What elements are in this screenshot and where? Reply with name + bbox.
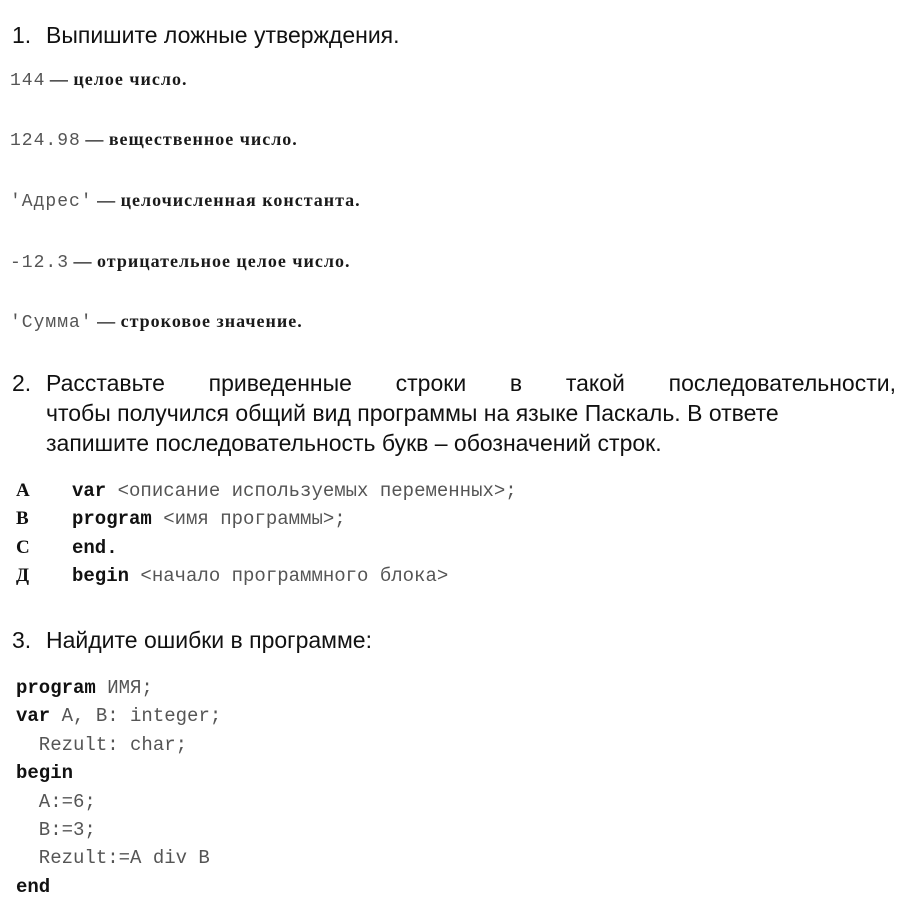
statement-1-value: 144 (10, 71, 46, 91)
statement-1 (10, 67, 187, 93)
statement-3-desc: целочисленная константа. (120, 190, 361, 210)
statement-4-value: -12.3 (10, 253, 70, 273)
option-c (16, 535, 118, 561)
code-line-6-text: B:=3; (16, 819, 96, 841)
code-line-1-keyword: program (16, 677, 96, 699)
statement-1-dash: — (49, 69, 69, 89)
code-line-8 (16, 874, 50, 900)
code-line-3-text: Rezult: char; (16, 734, 188, 756)
question-3-number: 3. (12, 627, 32, 653)
code-line-5 (16, 789, 96, 815)
code-line-4-keyword: begin (16, 762, 74, 784)
code-line-1 (16, 675, 153, 701)
code-line-3 (16, 732, 187, 758)
code-line-6 (16, 817, 96, 843)
code-line-4 (16, 760, 73, 786)
statement-5-dash: — (97, 311, 117, 331)
question-3-text: Найдите ошибки в программе: (46, 627, 372, 653)
option-a-text: <описание используемых переменных>; (106, 480, 517, 502)
statement-2-value: 124.98 (10, 131, 81, 151)
question-2-line-2: чтобы получился общий вид программы на языке Паскаль. В ответе (46, 400, 779, 426)
code-line-5-text: A:=6; (16, 791, 96, 813)
statement-3-value: 'Адрес' (10, 192, 93, 212)
statement-4 (10, 249, 351, 275)
option-a (16, 478, 517, 504)
option-d-keyword: begin (72, 565, 130, 587)
statement-3 (10, 188, 361, 214)
option-c-keyword: end. (72, 537, 118, 559)
question-2-line-1: Расставьте приведенные строки в такой последовательности, (46, 370, 896, 396)
question-1-number: 1. (12, 22, 32, 48)
question-1-text: Выпишите ложные утверждения. (46, 22, 400, 48)
code-line-1-text: ИМЯ; (95, 677, 153, 699)
statement-5 (10, 309, 303, 335)
option-b (16, 506, 346, 532)
option-d-letter: Д (16, 565, 30, 586)
statement-5-value: 'Сумма' (10, 313, 93, 333)
code-line-7 (16, 845, 210, 871)
statement-2 (10, 127, 298, 153)
code-line-2-keyword: var (16, 705, 51, 727)
option-b-text: <имя программы>; (151, 508, 346, 530)
question-2-line-3: запишите последовательность букв – обозначений строк. (46, 430, 662, 456)
option-b-keyword: program (72, 508, 152, 530)
code-line-2-text: A, B: integer; (50, 705, 222, 727)
option-a-letter: А (16, 480, 30, 501)
statement-4-dash: — (73, 251, 93, 271)
question-3-heading (12, 625, 372, 655)
statement-2-dash: — (85, 129, 105, 149)
code-line-8-keyword: end (16, 876, 51, 898)
question-2-number: 2. (12, 370, 32, 396)
question-1-heading (12, 20, 400, 50)
option-b-letter: В (16, 508, 29, 529)
option-c-letter: С (16, 537, 30, 558)
option-d-text: <начало программного блока> (129, 565, 449, 587)
statement-1-desc: целое число. (73, 69, 188, 89)
statement-4-desc: отрицательное целое число. (97, 251, 351, 271)
code-line-2 (16, 703, 221, 729)
question-2-text (46, 368, 896, 458)
statement-2-desc: вещественное число. (108, 129, 298, 149)
option-d (16, 563, 448, 589)
statement-3-dash: — (97, 190, 117, 210)
code-line-7-text: Rezult:=A div B (16, 847, 210, 869)
option-a-keyword: var (72, 480, 107, 502)
question-2-heading (12, 368, 46, 398)
statement-5-desc: строковое значение. (120, 311, 303, 331)
